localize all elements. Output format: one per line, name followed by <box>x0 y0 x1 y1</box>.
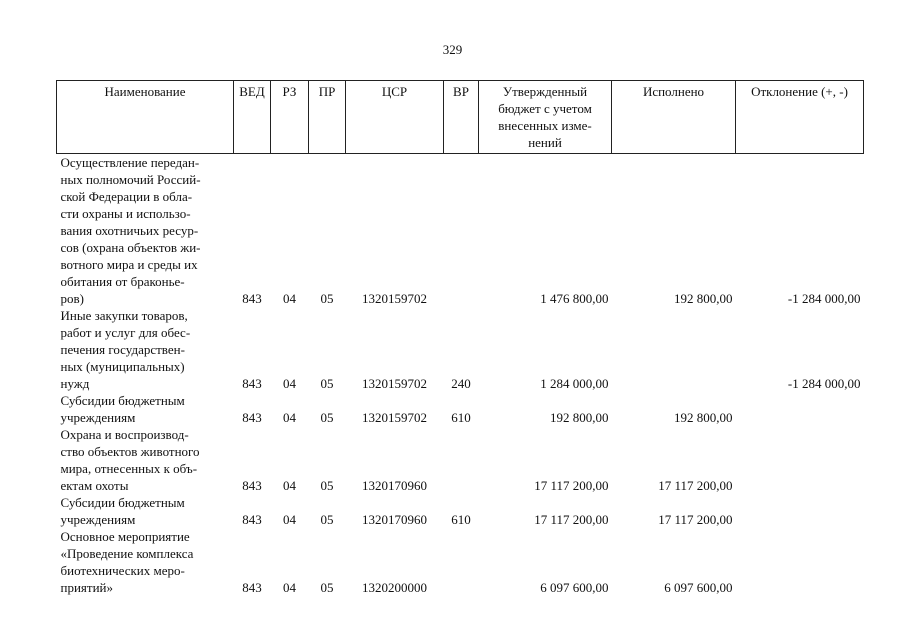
cell-approved: 192 800,00 <box>550 410 609 425</box>
row-name <box>57 528 234 596</box>
row-name <box>57 494 234 528</box>
cell-vr <box>444 426 479 494</box>
cell-executed: 17 117 200,00 <box>658 478 733 493</box>
cell-executed: 6 097 600,00 <box>664 580 733 595</box>
cell-csr: 1320170960 <box>362 512 427 527</box>
cell-csr: 1320159702 <box>362 376 427 391</box>
cell-rz: 04 <box>283 478 296 493</box>
row-name-line: учреждениям <box>60 410 136 425</box>
header-csr: ЦСР <box>346 81 444 154</box>
cell-deviation: -1 284 000,00 <box>787 376 861 391</box>
row-name-line: ектам охоты <box>60 478 129 493</box>
cell-rz: 04 <box>283 410 296 425</box>
cell-vr: 610 <box>451 410 471 425</box>
row-name-line: обитания от браконье- <box>60 274 185 289</box>
cell-pr: 05 <box>320 580 334 595</box>
row-name-line: мира, отнесенных к объ- <box>60 461 198 476</box>
row-name-line: ство объектов животного <box>60 444 200 459</box>
cell-rz: 04 <box>283 580 296 595</box>
row-name-line: ных (муниципальных) <box>60 359 185 374</box>
row-name-line: вания охотничьих ресур- <box>60 223 199 238</box>
row-name <box>57 392 234 426</box>
cell-ved: 843 <box>242 410 262 425</box>
cell-ved: 843 <box>242 478 262 493</box>
cell-ved: 843 <box>242 580 262 595</box>
header-pr: ПР <box>309 81 346 154</box>
cell-executed: 17 117 200,00 <box>658 512 733 527</box>
cell-vr: 610 <box>451 512 471 527</box>
table-row <box>57 528 864 596</box>
row-name-line: сов (охрана объектов жи- <box>60 240 201 255</box>
header-vr: ВР <box>444 81 479 154</box>
budget-table <box>56 80 864 596</box>
cell-csr: 1320159702 <box>362 291 427 306</box>
row-name-line: сти охраны и использо- <box>60 206 191 221</box>
cell-pr: 05 <box>320 512 334 527</box>
cell-csr: 1320159702 <box>362 410 427 425</box>
cell-vr <box>444 154 479 308</box>
row-name <box>57 307 234 392</box>
cell-deviation <box>736 392 864 426</box>
table-row <box>57 154 864 308</box>
page-number: 329 <box>442 42 463 57</box>
row-name-line: Охрана и воспроизвод- <box>60 427 189 442</box>
cell-csr: 1320170960 <box>362 478 427 493</box>
cell-approved: 1 476 800,00 <box>540 291 609 306</box>
cell-rz: 04 <box>283 376 296 391</box>
row-name-line: работ и услуг для обес- <box>60 325 191 340</box>
cell-executed <box>612 307 736 392</box>
row-name <box>57 426 234 494</box>
table-row <box>57 426 864 494</box>
cell-executed: 192 800,00 <box>674 410 733 425</box>
row-name-line: «Проведение комплекса <box>60 546 194 561</box>
row-name-line: вотного мира и среды их <box>60 257 198 272</box>
cell-deviation: -1 284 000,00 <box>787 291 861 306</box>
table-row <box>57 307 864 392</box>
header-executed: Исполнено <box>612 81 736 154</box>
cell-deviation <box>736 426 864 494</box>
cell-rz: 04 <box>283 512 296 527</box>
cell-rz: 04 <box>283 291 296 306</box>
cell-ved: 843 <box>242 376 262 391</box>
row-name-line: Основное мероприятие <box>60 529 190 544</box>
row-name-line: печения государствен- <box>60 342 185 357</box>
header-approved: Утвержденный бюджет с учетом внесенных изме-нений <box>479 81 612 154</box>
cell-approved: 17 117 200,00 <box>534 478 609 493</box>
table-body <box>57 154 864 597</box>
cell-deviation <box>736 494 864 528</box>
row-name-line: учреждениям <box>60 512 136 527</box>
row-name-line: ных полномочий Россий- <box>60 172 201 187</box>
row-name-line: Иные закупки товаров, <box>60 308 188 323</box>
row-name-line: Субсидии бюджетным <box>60 495 185 510</box>
cell-approved: 6 097 600,00 <box>540 580 609 595</box>
header-rz: РЗ <box>271 81 309 154</box>
cell-pr: 05 <box>320 291 334 306</box>
cell-ved: 843 <box>242 512 262 527</box>
cell-csr: 1320200000 <box>362 580 427 595</box>
header-name: Наименование <box>57 81 234 154</box>
cell-deviation <box>736 528 864 596</box>
row-name-line: биотехнических меро- <box>60 563 185 578</box>
cell-pr: 05 <box>320 376 334 391</box>
header-deviation: Отклонение (+, -) <box>736 81 864 154</box>
cell-pr: 05 <box>320 478 334 493</box>
table-header <box>57 81 864 154</box>
table-row <box>57 494 864 528</box>
row-name-line: Субсидии бюджетным <box>60 393 185 408</box>
header-ved: ВЕД <box>234 81 271 154</box>
cell-vr: 240 <box>451 376 471 391</box>
table-row <box>57 392 864 426</box>
row-name <box>57 154 234 308</box>
row-name-line: ров) <box>60 291 84 306</box>
cell-vr <box>444 528 479 596</box>
row-name-line: нужд <box>60 376 90 391</box>
cell-executed: 192 800,00 <box>674 291 733 306</box>
cell-approved: 1 284 000,00 <box>540 376 609 391</box>
row-name-line: приятий» <box>60 580 113 595</box>
cell-ved: 843 <box>242 291 262 306</box>
row-name-line: Осуществление передан- <box>60 155 200 170</box>
cell-approved: 17 117 200,00 <box>534 512 609 527</box>
cell-pr: 05 <box>320 410 334 425</box>
row-name-line: ской Федерации в обла- <box>60 189 193 204</box>
